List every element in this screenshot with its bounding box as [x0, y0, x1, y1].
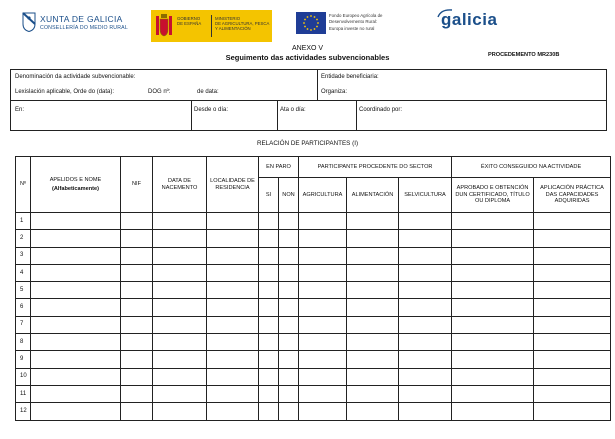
table-cell[interactable]	[153, 316, 207, 333]
col-name-title: APELIDOS E NOME	[49, 176, 102, 183]
eu-fund-line-2: Desenvolvemento Rural:	[329, 19, 378, 25]
gobierno-logo	[151, 10, 272, 42]
eu-flag-icon	[296, 12, 326, 34]
table-cell[interactable]	[452, 351, 534, 368]
table-cell[interactable]	[399, 282, 452, 299]
table-cell[interactable]	[299, 282, 347, 299]
eu-fund-line-1: Fondo Europeo Agrícola de	[329, 13, 383, 18]
table-cell[interactable]	[31, 351, 121, 368]
col-agriculture-header: AGRICULTURA	[299, 178, 347, 213]
table-cell[interactable]	[153, 385, 207, 402]
col-sector-header: PARTICIPANTE PROCEDENTE DO SECTOR	[299, 157, 452, 178]
table-cell[interactable]	[279, 264, 299, 281]
col-residence-header: LOCALIDADE DE RESIDENCIA	[207, 157, 259, 213]
row-number: 2	[16, 230, 31, 247]
table-cell[interactable]	[534, 368, 611, 385]
col-forestry-header: SELVICULTURA	[399, 178, 452, 213]
galicia-logo	[438, 8, 508, 34]
table-cell[interactable]	[299, 403, 347, 420]
col-food-header: ALIMENTACIÓN	[347, 178, 399, 213]
table-cell[interactable]	[121, 247, 153, 264]
table-cell[interactable]	[534, 299, 611, 316]
table-cell[interactable]	[299, 247, 347, 264]
table-row	[16, 403, 611, 420]
table-cell[interactable]	[279, 213, 299, 230]
row-number: 10	[16, 368, 31, 385]
table-cell[interactable]	[347, 264, 399, 281]
table-cell[interactable]	[347, 351, 399, 368]
table-cell[interactable]	[121, 351, 153, 368]
table-cell[interactable]	[347, 247, 399, 264]
col-unemployed-header: EN PARO	[259, 157, 299, 178]
beneficiary-label: Entidade beneficiaria:	[321, 74, 379, 80]
table-cell[interactable]	[259, 299, 279, 316]
table-row	[16, 316, 611, 333]
table-cell[interactable]	[207, 385, 259, 402]
table-row	[16, 299, 611, 316]
table-cell[interactable]	[31, 213, 121, 230]
participants-title: RELACIÓN DE PARTICIPANTES (I)	[256, 140, 359, 147]
table-cell[interactable]	[347, 403, 399, 420]
table-cell[interactable]	[452, 368, 534, 385]
table-cell[interactable]	[347, 334, 399, 351]
table-cell[interactable]	[399, 316, 452, 333]
table-cell[interactable]	[153, 282, 207, 299]
table-cell[interactable]	[347, 385, 399, 402]
table-cell[interactable]	[207, 213, 259, 230]
table-cell[interactable]	[207, 264, 259, 281]
table-cell[interactable]	[31, 264, 121, 281]
table-cell[interactable]	[121, 282, 153, 299]
table-row	[16, 213, 611, 230]
table-cell[interactable]	[534, 385, 611, 402]
table-cell[interactable]	[452, 264, 534, 281]
table-cell[interactable]	[299, 213, 347, 230]
table-cell[interactable]	[31, 247, 121, 264]
page-title: Seguimento das actividades subvencionables	[225, 53, 390, 62]
table-cell[interactable]	[299, 368, 347, 385]
col-yes-header: SI	[259, 178, 279, 213]
coordinator-label: Coordinado por:	[359, 107, 403, 113]
table-cell[interactable]	[279, 403, 299, 420]
table-cell[interactable]	[452, 385, 534, 402]
table-cell[interactable]	[279, 247, 299, 264]
procedure-code: PROCEDEMENTO MR230B	[488, 52, 560, 58]
table-cell[interactable]	[452, 316, 534, 333]
table-cell[interactable]	[399, 385, 452, 402]
table-cell[interactable]	[31, 403, 121, 420]
table-cell[interactable]	[31, 230, 121, 247]
participants-table	[15, 156, 611, 421]
table-cell[interactable]	[279, 282, 299, 299]
table-cell[interactable]	[347, 316, 399, 333]
col-approved-header: APROBADO E OBTENCIÓN DUN CERTIFICADO, TÍTULO OU DIPLOMA	[452, 178, 534, 213]
organiza-label: Organiza:	[321, 89, 348, 95]
table-cell[interactable]	[399, 264, 452, 281]
table-cell[interactable]	[153, 351, 207, 368]
table-cell[interactable]	[399, 351, 452, 368]
activity-name-label: Denominación da actividade subvencionable:	[15, 74, 136, 80]
row-number: 4	[16, 264, 31, 281]
table-row	[16, 264, 611, 281]
table-cell[interactable]	[153, 213, 207, 230]
row-number: 3	[16, 247, 31, 264]
table-cell[interactable]	[347, 368, 399, 385]
table-cell[interactable]	[207, 282, 259, 299]
table-cell[interactable]	[534, 334, 611, 351]
row-number: 8	[16, 334, 31, 351]
table-cell[interactable]	[399, 230, 452, 247]
col-number-header: Nº	[16, 157, 31, 213]
col-success-header: ÉXITO CONSEGUIDO NA ACTIVIDADE	[452, 157, 611, 178]
table-cell[interactable]	[259, 385, 279, 402]
table-cell[interactable]	[259, 230, 279, 247]
table-cell[interactable]	[452, 247, 534, 264]
table-row	[16, 351, 611, 368]
table-cell[interactable]	[399, 368, 452, 385]
table-cell[interactable]	[534, 213, 611, 230]
start-date-label: Desde o día:	[194, 107, 229, 113]
table-cell[interactable]	[207, 368, 259, 385]
table-row	[16, 247, 611, 264]
table-cell[interactable]	[534, 351, 611, 368]
spain-coat-of-arms-icon	[155, 13, 173, 39]
table-row	[16, 385, 611, 402]
table-cell[interactable]	[452, 403, 534, 420]
table-cell[interactable]	[31, 299, 121, 316]
table-cell[interactable]	[153, 247, 207, 264]
table-cell[interactable]	[259, 403, 279, 420]
table-cell[interactable]	[121, 368, 153, 385]
eu-fund-line-3: Europa investe no rural	[329, 25, 375, 31]
table-cell[interactable]	[399, 213, 452, 230]
table-cell[interactable]	[121, 230, 153, 247]
col-name-header	[31, 157, 121, 213]
row-number: 5	[16, 282, 31, 299]
xunta-logo	[22, 11, 132, 37]
col-nif-header: NIF	[121, 157, 153, 213]
table-cell[interactable]	[452, 299, 534, 316]
table-cell[interactable]	[452, 282, 534, 299]
table-cell[interactable]	[259, 264, 279, 281]
table-cell[interactable]	[299, 334, 347, 351]
end-date-label: Ata o día:	[280, 107, 306, 113]
table-cell[interactable]	[347, 282, 399, 299]
table-cell[interactable]	[452, 213, 534, 230]
row-number: 12	[16, 403, 31, 420]
annex-label: ANEXO V	[291, 45, 324, 52]
table-cell[interactable]	[121, 403, 153, 420]
table-cell[interactable]	[259, 282, 279, 299]
table-cell[interactable]	[299, 230, 347, 247]
col-birthdate-header: DATA DE NACEMENTO	[153, 157, 207, 213]
table-cell[interactable]	[121, 385, 153, 402]
dog-date-label: de data:	[197, 89, 219, 95]
legislation-label: Lexislación aplicable, Orde do (data):	[15, 89, 115, 95]
table-cell[interactable]	[31, 334, 121, 351]
row-number: 9	[16, 351, 31, 368]
table-cell[interactable]	[452, 230, 534, 247]
table-cell[interactable]	[534, 316, 611, 333]
table-cell[interactable]	[279, 368, 299, 385]
table-cell[interactable]	[279, 334, 299, 351]
location-label: En:	[15, 107, 25, 113]
table-cell[interactable]	[347, 213, 399, 230]
table-cell[interactable]	[534, 403, 611, 420]
table-cell[interactable]	[153, 403, 207, 420]
table-cell[interactable]	[347, 230, 399, 247]
table-cell[interactable]	[279, 299, 299, 316]
dog-number-label: DOG nº:	[148, 89, 171, 95]
table-row	[16, 368, 611, 385]
table-cell[interactable]	[279, 385, 299, 402]
table-cell[interactable]	[153, 299, 207, 316]
table-cell[interactable]	[259, 247, 279, 264]
table-cell[interactable]	[153, 264, 207, 281]
table-cell[interactable]	[207, 334, 259, 351]
table-cell[interactable]	[207, 230, 259, 247]
table-cell[interactable]	[299, 385, 347, 402]
table-cell[interactable]	[207, 247, 259, 264]
table-row	[16, 282, 611, 299]
xunta-title: XUNTA DE GALICIA	[40, 14, 123, 24]
table-cell[interactable]	[279, 316, 299, 333]
ministerio-label: MINISTERIO DE AGRICULTURA, PESCA Y ALIMENTACIÓN	[215, 16, 270, 32]
galicia-wordmark: galicia	[441, 10, 498, 29]
table-cell[interactable]	[452, 334, 534, 351]
table-row	[16, 334, 611, 351]
table-cell[interactable]	[207, 403, 259, 420]
table-cell[interactable]	[534, 282, 611, 299]
table-cell[interactable]	[259, 334, 279, 351]
table-cell[interactable]	[207, 299, 259, 316]
row-number: 11	[16, 385, 31, 402]
table-cell[interactable]	[259, 213, 279, 230]
table-cell[interactable]	[399, 334, 452, 351]
row-number: 1	[16, 213, 31, 230]
table-cell[interactable]	[534, 264, 611, 281]
table-row	[16, 230, 611, 247]
table-cell[interactable]	[153, 230, 207, 247]
table-cell[interactable]	[153, 368, 207, 385]
table-cell[interactable]	[153, 334, 207, 351]
table-cell[interactable]	[31, 316, 121, 333]
table-cell[interactable]	[121, 299, 153, 316]
table-cell[interactable]	[299, 299, 347, 316]
table-cell[interactable]	[31, 282, 121, 299]
table-cell[interactable]	[259, 316, 279, 333]
table-cell[interactable]	[31, 368, 121, 385]
table-cell[interactable]	[399, 299, 452, 316]
table-cell[interactable]	[279, 230, 299, 247]
row-number: 6	[16, 299, 31, 316]
table-cell[interactable]	[534, 247, 611, 264]
table-cell[interactable]	[121, 213, 153, 230]
col-no-header: NON	[279, 178, 299, 213]
gobierno-label: GOBIERNO DE ESPAÑA	[177, 16, 202, 27]
col-practical-header: APLICACIÓN PRÁCTICA DAS CAPACIDADES ADQUIRIDAS	[534, 178, 611, 213]
table-cell[interactable]	[259, 368, 279, 385]
table-cell[interactable]	[121, 334, 153, 351]
table-cell[interactable]	[259, 351, 279, 368]
table-cell[interactable]	[299, 264, 347, 281]
eu-fund-logo	[296, 12, 396, 36]
table-cell[interactable]	[399, 403, 452, 420]
xunta-subtitle: CONSELLERÍA DO MEDIO RURAL	[40, 25, 128, 31]
table-cell[interactable]	[121, 264, 153, 281]
table-cell[interactable]	[31, 385, 121, 402]
table-cell[interactable]	[279, 351, 299, 368]
table-cell[interactable]	[299, 316, 347, 333]
table-cell[interactable]	[207, 316, 259, 333]
table-cell[interactable]	[534, 230, 611, 247]
table-cell[interactable]	[399, 247, 452, 264]
col-name-subtitle: (Alfabeticamente)	[52, 186, 99, 192]
xunta-shield-icon	[22, 12, 36, 32]
table-cell[interactable]	[299, 351, 347, 368]
table-cell[interactable]	[347, 299, 399, 316]
table-cell[interactable]	[121, 316, 153, 333]
row-number: 7	[16, 316, 31, 333]
table-cell[interactable]	[207, 351, 259, 368]
